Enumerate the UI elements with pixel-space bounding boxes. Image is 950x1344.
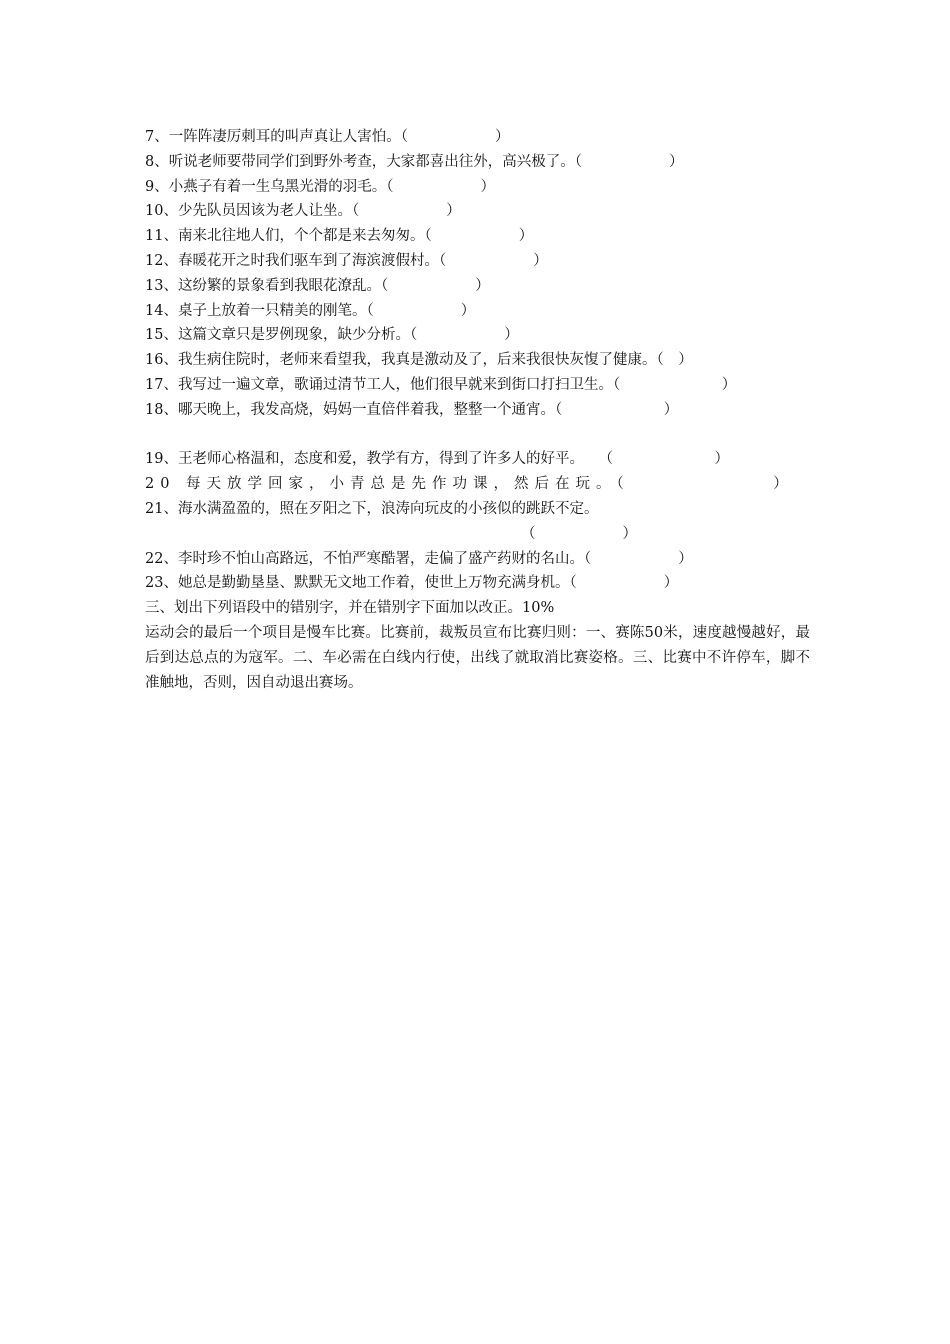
section-3-paragraph: 运动会的最后一个项目是慢车比赛。比赛前，裁叛员宣布比赛归则：一、赛陈50米，速度越慢越好，最后到达总点的为寇军。二、车必需在白线内行使，出线了就取消比赛姿格。三、比赛中不许停车，脚不准触地，否则，因自动退出赛场。 <box>145 624 810 691</box>
question-8: 8、听说老师要带同学们到野外考查，大家都喜出往外，高兴极了。（ ） <box>145 153 684 170</box>
answer-parentheses: （ ） <box>521 525 637 542</box>
question-10: 10、少先队员因该为老人让坐。（ ） <box>145 203 461 220</box>
question-15: 15、这篇文章只是罗例现象，缺少分析。（ ） <box>145 327 519 344</box>
question-19: 19、王老师心格温和，态度和爱，教学有方，得到了许多人的好平。 （ ） <box>145 451 729 468</box>
question-23: 23、她总是勤勤垦垦、默默无文地工作着，使世上万物充满身机。（ ） <box>145 575 679 592</box>
spacer <box>145 423 810 448</box>
question-22: 22、李时珍不怕山高路远，不怕严寒酷署，走偏了盛产药财的名山。（ ） <box>145 550 693 567</box>
question-7: 7、一阵阵凄厉刺耳的叫声真让人害怕。（ ） <box>145 129 510 145</box>
question-18: 18、哪天晚上，我发高烧，妈妈一直倍伴着我，整整一个通宵。（ ） <box>145 401 679 418</box>
question-list <box>145 125 810 695</box>
section-3-heading: 三、划出下列语段中的错别字，并在错别字下面加以改正。10% <box>145 600 555 617</box>
question-20: 20 每天放学回家，小青总是先作功课，然后在玩。（ ） <box>145 476 794 493</box>
question-9: 9、小燕子有着一生乌黑光滑的羽毛。（ ） <box>145 178 495 195</box>
question-17: 17、我写过一遍文章，歌诵过清节工人，他们很早就来到街口打扫卫生。（ ） <box>145 376 737 393</box>
question-16: 16、我生病住院时，老师来看望我，我真是激动及了，后来我很快灰愎了健康。（ ） <box>145 352 693 369</box>
question-13: 13、这纷繁的景象看到我眼花潦乱。（ ） <box>145 277 490 294</box>
question-21-answer-blank <box>145 522 810 547</box>
question-21: 21、海水满盈盈的，照在歹阳之下，浪涛向玩皮的小孩似的跳跃不定。 <box>145 500 599 517</box>
question-14: 14、桌子上放着一只精美的刚笔。（ ） <box>145 302 476 319</box>
question-12: 12、春暖花开之时我们驱车到了海滨渡假村。（ ） <box>145 252 548 269</box>
question-11: 11、南来北往地人们，个个都是来去匆匆。（ ） <box>145 228 534 245</box>
